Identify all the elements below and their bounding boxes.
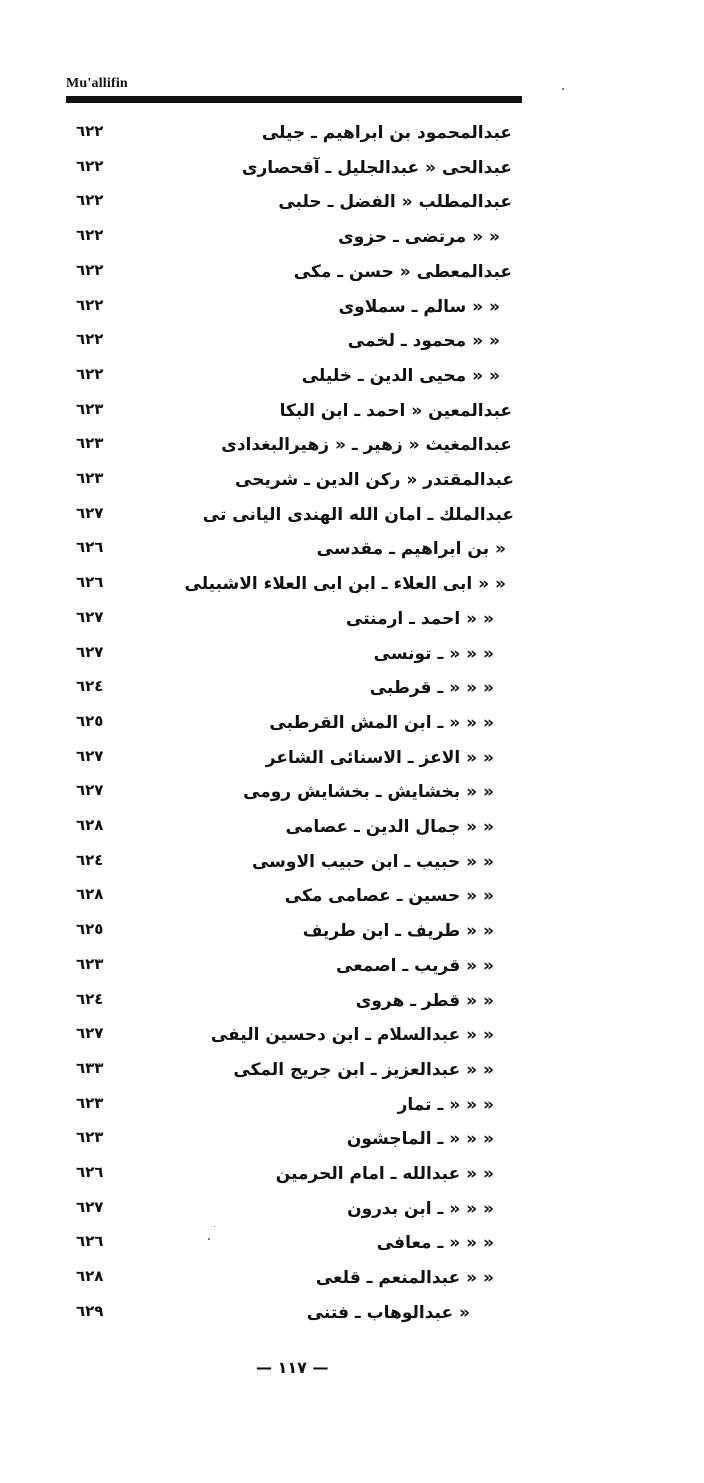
entry-page: ٦٢٣ [76, 1128, 104, 1147]
index-entry [0, 847, 704, 881]
index-entry [0, 153, 704, 187]
index-entry [0, 1298, 704, 1332]
entry-page: ٦٢٢ [76, 330, 104, 349]
index-entry [0, 639, 704, 673]
entry-page: ٦٢٨ [76, 816, 104, 834]
entry-page: ٦٢٧ [76, 1024, 104, 1043]
entry-page: ٦٢٢ [76, 364, 104, 383]
entry-name: « « « ـ قرطبى [369, 678, 494, 699]
index-entry [0, 257, 704, 291]
entry-name: « « سالم ـ سملاوى [338, 296, 500, 317]
entry-name: « « « ـ تمار [397, 1094, 494, 1115]
index-entry [0, 604, 704, 638]
index-entry [0, 1055, 704, 1089]
entry-page: ٦٢٧ [76, 607, 104, 626]
entry-name: عبدالملك ـ امان الله الهندى اليانى تى [202, 504, 514, 525]
entry-page: ٦٢٢ [76, 191, 104, 210]
entry-name: « « قطر ـ هروى [355, 990, 494, 1011]
index-entry [0, 1194, 704, 1228]
entry-page: ٦٢٨ [76, 1267, 104, 1286]
entry-name: « « الاعز ـ الاسنائى الشاعر [265, 747, 494, 768]
entry-name: عبدالحى « عبدالجليل ـ آقحصارى [241, 157, 512, 178]
entry-page: ٦٢٦ [76, 1163, 104, 1181]
entry-name: « « جمال الدين ـ عصامى [285, 817, 494, 837]
print-speck [562, 88, 564, 90]
index-entry [0, 118, 704, 152]
index-entry [0, 1090, 704, 1124]
index-entry [0, 1020, 704, 1054]
print-speck [208, 1238, 210, 1240]
entry-name: « « عبدالله ـ امام الحرمين [275, 1164, 494, 1184]
entry-page: ٦٢٢ [76, 260, 104, 279]
entry-name: عبدالمقتدر « ركن الدين ـ شريحى [235, 470, 514, 490]
entry-page: ٦٢٧ [76, 781, 104, 800]
index-entry [0, 1124, 704, 1158]
entry-page: ٦٢٢ [76, 295, 104, 314]
entry-page: ٦٢٤ [76, 850, 104, 869]
entry-name: عبدالمطلب « الفضل ـ حلبى [278, 192, 512, 213]
entry-page: ٦٢٦ [76, 1232, 104, 1251]
entry-name: « عبدالوهاب ـ فتنى [306, 1302, 470, 1323]
entry-page: ٦٢٩ [76, 1301, 104, 1320]
index-entry [0, 951, 704, 985]
entry-name: « « حبيب ـ ابن حبيب الاوسى [251, 851, 494, 872]
entry-page: ٦٢٣ [76, 434, 104, 453]
entry-page: ٦٢٧ [76, 642, 104, 661]
page-number: — ١١٧ — [256, 1358, 329, 1377]
print-speck [214, 1226, 215, 1227]
entry-page: ٦٢٥ [76, 920, 104, 939]
index-entry [0, 812, 704, 846]
index-entry [0, 430, 704, 464]
entry-name: « « محيى الدين ـ خليلى [301, 365, 500, 386]
index-entry [0, 1263, 704, 1297]
entry-name: « « « ـ ابن بدرون [347, 1198, 494, 1219]
index-entry [0, 187, 704, 221]
entry-page: ٦٢٨ [76, 885, 104, 904]
entry-name: عبدالمعين « احمد ـ ابن البكا [279, 400, 512, 421]
index-entry [0, 743, 704, 777]
entry-page: ٦٢٢ [76, 122, 104, 140]
entry-name: « « عبدالسلام ـ ابن دحسين اليفى [210, 1025, 494, 1046]
index-entry [0, 292, 704, 326]
entry-name: « « محمود ـ لخمى [347, 331, 500, 352]
entry-page: ٦٢٢ [76, 226, 104, 245]
entry-page: ٦٢٧ [76, 746, 104, 765]
index-entry [0, 396, 704, 430]
entry-page: ٦٢٦ [76, 538, 104, 557]
index-entry [0, 708, 704, 742]
index-entry [0, 1159, 704, 1193]
entry-name: « « قريب ـ اصمعى [336, 955, 494, 976]
entry-page: ٦٢٣ [76, 1093, 104, 1112]
entry-name: « « حسين ـ عصامى مكى [284, 886, 494, 907]
entry-name: « « طريف ـ ابن طريف [302, 921, 494, 942]
entry-page: ٦٢٣ [76, 954, 104, 973]
entry-page: ٦٢٢ [76, 156, 104, 175]
index-entry [0, 326, 704, 360]
index-entry [0, 465, 704, 499]
entry-name: « « « ـ الماجشون [346, 1129, 494, 1150]
index-entry [0, 500, 704, 534]
entry-page: ٦٢٣ [76, 469, 104, 487]
entry-name: « « « ـ ابن المش القرطبى [269, 712, 494, 733]
entry-page: ٦٢٤ [76, 677, 104, 696]
entry-page: ٦٢٥ [76, 711, 104, 730]
entry-name: « « مرتضى ـ حزوى [338, 227, 500, 248]
entry-name: « « عبدالمنعم ـ قلعى [315, 1268, 494, 1289]
index-entry [0, 881, 704, 915]
entry-name: « « عبدالعزيز ـ ابن جريج المكى [233, 1059, 494, 1080]
entry-name: « بن ابراهيم ـ مقدسى [316, 539, 506, 560]
index-entry [0, 534, 704, 568]
index-entry [0, 361, 704, 395]
index-entry [0, 777, 704, 811]
entry-name: عبدالمغيث « زهير ـ « زهيرالبغدادى [221, 435, 512, 456]
running-header: Mu'allifin [66, 76, 128, 91]
entry-name: « « بخشايش ـ بخشايش رومى [243, 782, 494, 803]
entry-page: ٦٢٤ [76, 989, 104, 1008]
entry-page: ٦٢٦ [76, 573, 104, 592]
index-entry [0, 569, 704, 603]
entry-page: ٦٢٣ [76, 399, 104, 418]
index-entry [0, 222, 704, 256]
entry-page: ٦٣٣ [76, 1058, 104, 1077]
entry-page: ٦٢٧ [76, 1197, 104, 1216]
entry-name: « « ابى العلاء ـ ابن ابى العلاء الاشبيلى [184, 574, 506, 595]
entry-name: « « « ـ معافى [376, 1233, 494, 1254]
entry-page: ٦٢٧ [76, 503, 104, 522]
entry-name: « « « ـ تونسى [373, 643, 494, 664]
entry-name: « « احمد ـ ارمنتى [346, 608, 494, 629]
entry-name: عبدالمعطى « حسن ـ مكى [293, 261, 512, 282]
index-entry [0, 673, 704, 707]
index-entry [0, 916, 704, 950]
index-entry [0, 986, 704, 1020]
entry-name: عبدالمحمود بن ابراهيم ـ جيلى [261, 123, 512, 143]
index-entry [0, 1228, 704, 1262]
